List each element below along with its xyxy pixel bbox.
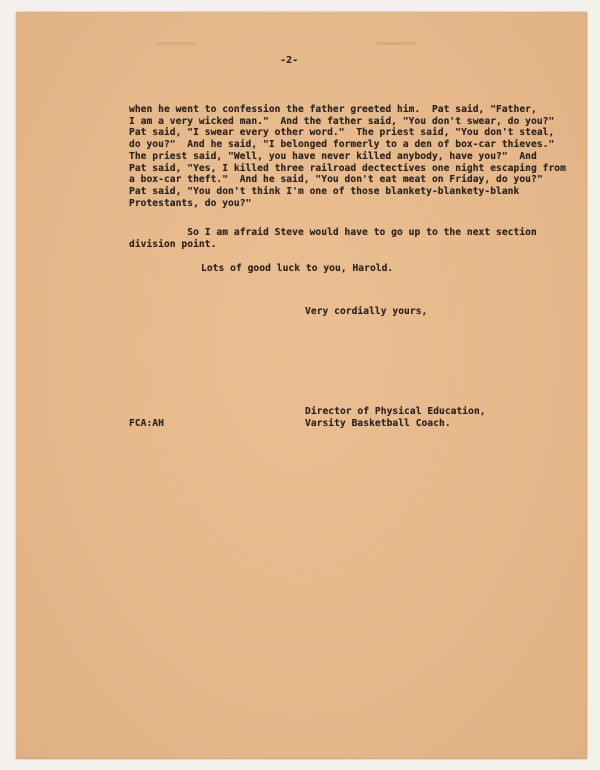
body-paragraph-1 <box>129 104 566 209</box>
text-line: Protestants, do you?" <box>129 197 252 209</box>
text-line: when he went to confession the father greeted him. Pat said, "Father, <box>129 104 537 115</box>
text-line: do you?" And he said, "I belonged formerly to a den of box-car thieves." <box>129 139 555 151</box>
title-line: Director of Physical Education, <box>305 406 486 417</box>
text-line: Pat said, "You don't think I'm one of those blankety-blankety-blank <box>129 185 520 197</box>
text-line: So I am afraid Steve would have to go up to the next section <box>129 227 537 238</box>
text-line: Pat said, "I swear every other word." The priest said, "You don't steal, <box>129 127 555 139</box>
body-paragraph-2 <box>129 227 537 250</box>
text-line: division point. <box>129 238 217 250</box>
letter-page <box>16 12 587 759</box>
bleed-through-mark <box>376 42 416 45</box>
text-line: I am a very wicked man." And the father said, "You don't swear, do you?" <box>129 115 555 127</box>
body-paragraph-3: Lots of good luck to you, Harold. <box>201 263 394 274</box>
page-number: -2- <box>280 55 299 66</box>
text-line: The priest said, "Well, you have never killed anybody, have you?" And <box>129 150 537 162</box>
text-line: a box-car theft." And he said, "You don't eat meat on Friday, do you?" <box>129 174 543 186</box>
title-line: Varsity Basketball Coach. <box>305 417 451 429</box>
reference-initials: FCA:AH <box>129 418 164 429</box>
text-line: Pat said, "Yes, I killed three railroad dectectives one night escaping from <box>129 162 566 174</box>
complimentary-closing: Very cordially yours, <box>305 306 428 317</box>
bleed-through-mark <box>156 42 196 45</box>
signature-title-block <box>305 406 486 429</box>
